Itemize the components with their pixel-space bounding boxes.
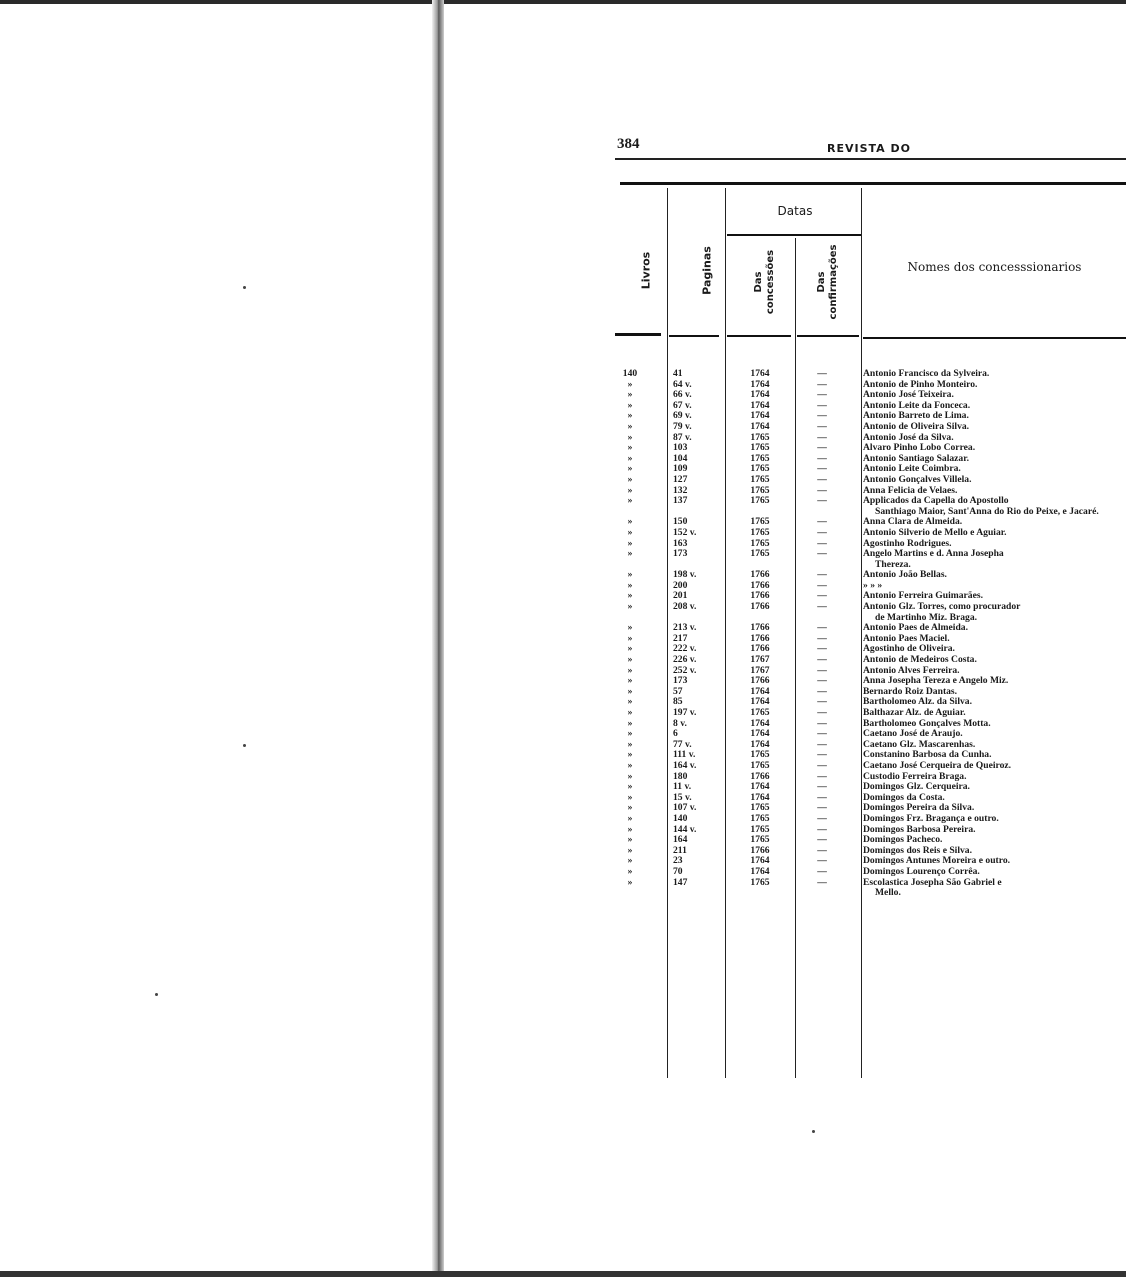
concessao-cell: 1766 [750, 844, 770, 856]
concessao-cell: 1765 [750, 442, 770, 454]
nome-text: Constanino Barbosa da Cunha. [863, 749, 992, 761]
header-das-concessoes [753, 242, 777, 322]
livro-cell: » [627, 759, 633, 771]
confirmacao-cell: — [817, 664, 827, 676]
livro-cell: » [627, 707, 633, 718]
pagina-cell: 217 [673, 632, 688, 644]
livro-cell: » [627, 855, 633, 867]
pagina-cell: 11 v. [673, 781, 692, 793]
confirmacao-cell: — [817, 759, 827, 771]
table-row [615, 496, 1126, 517]
pagina-cell: 147 [673, 876, 688, 888]
livro-cell: 140 [622, 368, 638, 379]
nome-text: Caetano José de Araujo. [863, 728, 963, 740]
livro-cell: » [627, 643, 633, 655]
nome-cell [863, 570, 1126, 581]
pagina-cell: 23 [673, 855, 683, 867]
nome-text: Applicados da Capella do Apostollo [863, 495, 1009, 507]
livro-cell: » [627, 802, 633, 814]
pagina-cell: 77 v. [673, 738, 692, 750]
confirmacao-cell: — [817, 452, 827, 464]
nome-text: Antonio Gonçalves Villela. [863, 473, 972, 485]
livro-cell: » [627, 834, 633, 846]
header-text: Das [816, 271, 827, 293]
pagina-cell: 8 v. [673, 717, 687, 729]
pagina-cell: 67 v. [673, 399, 692, 411]
nome-text: Domingos Lourenço Corrêa. [863, 865, 980, 877]
nome-text: Antonio Leite da Fonceca. [863, 399, 971, 411]
nome-text: Domingos dos Reis e Silva. [863, 844, 973, 856]
nome-text: Antonio de Pinho Monteiro. [863, 378, 978, 390]
confirmacao-cell: — [817, 622, 827, 634]
confirmacao-cell: — [817, 707, 827, 718]
confirmacao-cell: — [817, 601, 827, 613]
nome-text: Antonio Silverio de Mello e Aguiar. [863, 526, 1007, 538]
confirmacao-cell: — [817, 696, 827, 708]
concessao-cell: 1767 [750, 654, 770, 666]
concessao-cell: 1765 [750, 802, 770, 814]
concessao-cell: 1765 [750, 463, 770, 475]
concessao-cell: 1765 [750, 431, 770, 443]
pagina-cell: 150 [673, 516, 688, 528]
concessao-cell: 1766 [750, 632, 770, 644]
livro-cell: » [627, 548, 633, 560]
confirmacao-cell: — [817, 484, 827, 496]
page-number: 384 [617, 136, 640, 152]
livro-cell: » [627, 463, 633, 475]
nome-text: Antonio Santiago Salazar. [863, 452, 969, 464]
nome-text: Caetano José Cerqueira de Queiroz. [863, 759, 1012, 771]
header-bottom-rule [863, 337, 1126, 339]
nome-text: Bernardo Roiz Dantas. [863, 685, 958, 697]
nome-text: Balthazar Alz. de Aguiar. [863, 707, 966, 718]
confirmacao-cell: — [817, 844, 827, 856]
confirmacao-cell: — [817, 876, 827, 888]
concessao-cell: 1766 [750, 675, 770, 687]
livro-cell: » [627, 389, 633, 401]
pagina-cell: 213 v. [673, 622, 697, 634]
livro-cell: » [627, 495, 633, 507]
concessao-cell: 1764 [750, 410, 770, 422]
livro-cell: » [627, 601, 633, 613]
pagina-cell: 87 v. [673, 431, 692, 443]
pagina-cell: 198 v. [673, 569, 697, 581]
nome-text: Caetano Glz. Mascarenhas. [863, 738, 976, 750]
nome-text: Angelo Martins e d. Anna Josepha [863, 548, 1004, 560]
pagina-cell: 164 [673, 834, 688, 846]
confirmacao-cell: — [817, 685, 827, 697]
pagina-cell: 164 v. [673, 759, 697, 771]
header-text: concessões [765, 249, 776, 315]
dust-speck [155, 993, 158, 996]
concessao-cell: 1764 [750, 781, 770, 793]
pagina-cell: 173 [673, 548, 688, 560]
livro-cell: » [627, 812, 633, 824]
livro-cell: » [627, 452, 633, 464]
nome-text: Domingos Frz. Bragança e outro. [863, 812, 999, 824]
livro-cell: » [627, 590, 633, 602]
livro-cell: » [627, 537, 633, 549]
pagina-cell: 226 v. [673, 654, 697, 666]
datas-rule [727, 234, 861, 236]
nome-text: Domingos Glz. Cerqueira. [863, 781, 970, 793]
livro-cell: » [627, 410, 633, 422]
livro-cell: » [627, 664, 633, 676]
nome-text: Domingos da Costa. [863, 791, 945, 803]
concessao-cell: 1765 [750, 484, 770, 496]
header-bottom-rule [797, 335, 859, 337]
nome-continuation: de Martinho Miz. Braga. [875, 611, 978, 623]
livro-cell: » [627, 622, 633, 634]
nome-text: Domingos Pacheco. [863, 834, 943, 846]
concessao-cell: 1765 [750, 473, 770, 485]
pagina-cell: 69 v. [673, 410, 692, 422]
livro-cell: » [627, 749, 633, 761]
concessao-cell: 1764 [750, 420, 770, 432]
concessao-cell: 1764 [750, 717, 770, 729]
nome-text: Custodio Ferreira Braga. [863, 770, 967, 782]
concessao-cell: 1764 [750, 399, 770, 411]
nome-text: Escolastica Josepha São Gabriel e [863, 876, 1002, 888]
nome-text: Antonio Alves Ferreira. [863, 664, 960, 676]
nome-text: Anna Josepha Tereza e Angelo Miz. [863, 675, 1009, 687]
confirmacao-cell: — [817, 590, 827, 602]
nome-text: Antonio Paes Maciel. [863, 632, 950, 644]
nome-text: Bartholomeo Alz. da Silva. [863, 696, 972, 708]
confirmacao-cell: — [817, 569, 827, 581]
nome-text: Agostinho Rodrigues. [863, 537, 952, 549]
pagina-cell: 132 [673, 484, 688, 496]
confirmacao-cell: — [817, 473, 827, 485]
concessao-cell: 1765 [750, 707, 770, 718]
dust-speck [243, 744, 246, 747]
confirmacao-cell: — [817, 738, 827, 750]
confirmacao-cell: — [817, 632, 827, 644]
pagina-cell: 85 [673, 696, 683, 708]
livro-cell: » [627, 717, 633, 729]
confirmacao-cell: — [817, 399, 827, 411]
header-text: Das [753, 271, 764, 293]
livro-cell: » [627, 738, 633, 750]
confirmacao-cell: — [817, 728, 827, 740]
confirmacao-cell: — [817, 823, 827, 835]
concessao-cell: 1765 [750, 516, 770, 528]
nome-text: Anna Felicia de Velaes. [863, 484, 958, 496]
livro-cell: » [627, 654, 633, 666]
concessao-cell: 1765 [750, 834, 770, 846]
nome-text: Antonio Paes de Almeida. [863, 622, 969, 634]
nome-text: » » » [863, 579, 883, 591]
concessao-cell: 1765 [750, 759, 770, 771]
confirmacao-cell: — [817, 812, 827, 824]
livro-cell: » [627, 685, 633, 697]
concessao-cell: 1765 [750, 495, 770, 507]
pagina-cell: 152 v. [673, 526, 697, 538]
scan-bottom-edge [0, 1271, 1126, 1277]
livro-cell: » [627, 728, 633, 740]
table-row [615, 549, 1126, 570]
confirmacao-cell: — [817, 420, 827, 432]
confirmacao-cell: — [817, 717, 827, 729]
concessao-cell: 1765 [750, 537, 770, 549]
nome-text: Antonio Leite Coimbra. [863, 463, 961, 475]
concessao-cell: 1764 [750, 696, 770, 708]
nome-continuation: Santhiago Maior, Sant'Anna do Rio do Peixe, e Jacaré. [875, 505, 1099, 517]
concessao-cell: 1764 [750, 865, 770, 877]
concessao-cell: 1764 [750, 378, 770, 390]
concessao-cell: 1764 [750, 791, 770, 803]
concessao-cell: 1765 [750, 749, 770, 761]
livro-cell: » [627, 526, 633, 538]
pagina-cell: 57 [673, 685, 683, 697]
nome-continuation: Thereza. [875, 558, 911, 570]
livro-cell: » [627, 696, 633, 708]
concessao-cell: 1764 [750, 389, 770, 401]
header-datas: Datas [777, 204, 813, 218]
nome-continuation: Mello. [875, 887, 901, 899]
confirmacao-cell: — [817, 791, 827, 803]
pagina-cell: 163 [673, 537, 688, 549]
pagina-cell: 127 [673, 473, 688, 485]
nome-text: Antonio de Oliveira Silva. [863, 420, 970, 432]
nome-text: Antonio Glz. Torres, como procurador [863, 601, 1021, 613]
confirmacao-cell: — [817, 516, 827, 528]
table-row [615, 878, 1126, 899]
confirmacao-cell: — [817, 749, 827, 761]
header-livros: Livros [639, 251, 653, 290]
book-gutter [432, 0, 444, 1277]
nome-cell [863, 602, 1126, 623]
nome-text: Antonio José da Silva. [863, 431, 954, 443]
header-nomes: Nomes dos concesssionarios [907, 260, 1082, 274]
pagina-cell: 79 v. [673, 420, 692, 432]
pagina-cell: 252 v. [673, 664, 697, 676]
concessao-cell: 1764 [750, 368, 770, 379]
scan-top-edge [0, 0, 1126, 4]
pagina-cell: 140 [673, 812, 688, 824]
concessao-cell: 1764 [750, 685, 770, 697]
dust-speck [812, 1130, 815, 1133]
nome-cell [863, 549, 1126, 570]
nome-text: Domingos Pereira da Silva. [863, 802, 975, 814]
confirmacao-cell: — [817, 537, 827, 549]
pagina-cell: 200 [673, 579, 688, 591]
livro-cell: » [627, 791, 633, 803]
header-bottom-rule [727, 335, 791, 337]
pagina-cell: 104 [673, 452, 688, 464]
pagina-cell: 6 [673, 728, 678, 740]
pagina-cell: 15 v. [673, 791, 692, 803]
confirmacao-cell: — [817, 834, 827, 846]
confirmacao-cell: — [817, 526, 827, 538]
pagina-cell: 137 [673, 495, 688, 507]
pagina-cell: 180 [673, 770, 688, 782]
livro-cell: » [627, 442, 633, 454]
nome-cell [863, 878, 1126, 899]
nome-text: Antonio José Teixeira. [863, 389, 954, 401]
nome-text: Domingos Barbosa Pereira. [863, 823, 976, 835]
concessao-cell: 1766 [750, 622, 770, 634]
concessao-cell: 1765 [750, 812, 770, 824]
livro-cell: » [627, 484, 633, 496]
confirmacao-cell: — [817, 781, 827, 793]
pagina-cell: 107 v. [673, 802, 697, 814]
pagina-cell: 211 [673, 844, 687, 856]
nome-text: Alvaro Pinho Lobo Correa. [863, 442, 976, 454]
nome-text: Antonio Ferreira Guimarães. [863, 590, 983, 602]
pagina-cell: 109 [673, 463, 688, 475]
nome-text: Antonio Francisco da Sylveira. [863, 368, 990, 379]
pagina-cell: 222 v. [673, 643, 697, 655]
pagina-cell: 41 [673, 368, 683, 379]
confirmacao-cell: — [817, 770, 827, 782]
concessao-cell: 1765 [750, 548, 770, 560]
confirmacao-cell: — [817, 855, 827, 867]
concessao-cell: 1764 [750, 738, 770, 750]
livro-cell: » [627, 569, 633, 581]
concessao-cell: 1766 [750, 579, 770, 591]
confirmacao-cell: — [817, 865, 827, 877]
nome-text: Anna Clara de Almeida. [863, 516, 963, 528]
pagina-cell: 201 [673, 590, 688, 602]
livro-cell: » [627, 823, 633, 835]
header-das-confirmacoes [816, 242, 840, 322]
concessao-cell: 1764 [750, 855, 770, 867]
nome-text: Antonio Barreto de Lima. [863, 410, 969, 422]
livro-cell: » [627, 781, 633, 793]
livro-cell: » [627, 770, 633, 782]
dust-speck [243, 286, 246, 289]
livro-cell: » [627, 399, 633, 411]
livro-cell: » [627, 844, 633, 856]
confirmacao-cell: — [817, 463, 827, 475]
table-top-rule [620, 182, 1126, 185]
concessao-cell: 1765 [750, 823, 770, 835]
concessao-cell: 1766 [750, 590, 770, 602]
concessao-cell: 1766 [750, 601, 770, 613]
confirmacao-cell: — [817, 410, 827, 422]
concessao-cell: 1766 [750, 643, 770, 655]
livro-cell: » [627, 420, 633, 432]
confirmacao-cell: — [817, 643, 827, 655]
pagina-cell: 66 v. [673, 389, 692, 401]
confirmacao-cell: — [817, 654, 827, 666]
livro-cell: » [627, 516, 633, 528]
pagina-cell: 144 v. [673, 823, 697, 835]
nome-cell [863, 496, 1126, 517]
header-bottom-rule [615, 333, 661, 336]
pagina-cell: 197 v. [673, 707, 697, 718]
nome-text: Antonio João Bellas. [863, 569, 947, 581]
header-bottom-rule [669, 335, 719, 337]
confirmacao-cell: — [817, 389, 827, 401]
nome-text: Domingos Antunes Moreira e outro. [863, 855, 1011, 867]
document-page [615, 130, 1126, 1090]
nome-text: Antonio de Medeiros Costa. [863, 654, 977, 666]
concessao-cell: 1765 [750, 876, 770, 888]
table-body [615, 369, 1126, 899]
nome-text: Bartholomeo Gonçalves Motta. [863, 717, 991, 729]
confirmacao-cell: — [817, 495, 827, 507]
livro-cell: » [627, 378, 633, 390]
nome-text: Agostinho de Oliveira. [863, 643, 955, 655]
table-row [615, 602, 1126, 623]
concessao-cell: 1766 [750, 770, 770, 782]
pagina-cell: 103 [673, 442, 688, 454]
pagina-cell: 173 [673, 675, 688, 687]
confirmacao-cell: — [817, 548, 827, 560]
pagina-cell: 70 [673, 865, 683, 877]
livro-cell: » [627, 632, 633, 644]
livro-cell: » [627, 865, 633, 877]
confirmacao-cell: — [817, 802, 827, 814]
header-rule [615, 158, 1126, 160]
confirmacao-cell: — [817, 442, 827, 454]
header-paginas: Paginas [700, 246, 714, 295]
confirmacao-cell: — [817, 579, 827, 591]
confirmacao-cell: — [817, 378, 827, 390]
livro-cell: » [627, 876, 633, 888]
header-text: confirmações [828, 244, 839, 320]
confirmacao-cell: — [817, 675, 827, 687]
concessao-cell: 1765 [750, 452, 770, 464]
concessao-cell: 1766 [750, 569, 770, 581]
running-title: REVISTA DO [827, 142, 911, 155]
concessao-cell: 1765 [750, 526, 770, 538]
concessao-cell: 1764 [750, 728, 770, 740]
confirmacao-cell: — [817, 368, 827, 379]
livro-cell: » [627, 431, 633, 443]
confirmacao-cell: — [817, 431, 827, 443]
livro-cell: » [627, 579, 633, 591]
livro-cell: » [627, 675, 633, 687]
concessao-cell: 1767 [750, 664, 770, 676]
pagina-cell: 208 v. [673, 601, 697, 613]
pagina-cell: 111 v. [673, 749, 696, 761]
pagina-cell: 64 v. [673, 378, 692, 390]
livro-cell: » [627, 473, 633, 485]
